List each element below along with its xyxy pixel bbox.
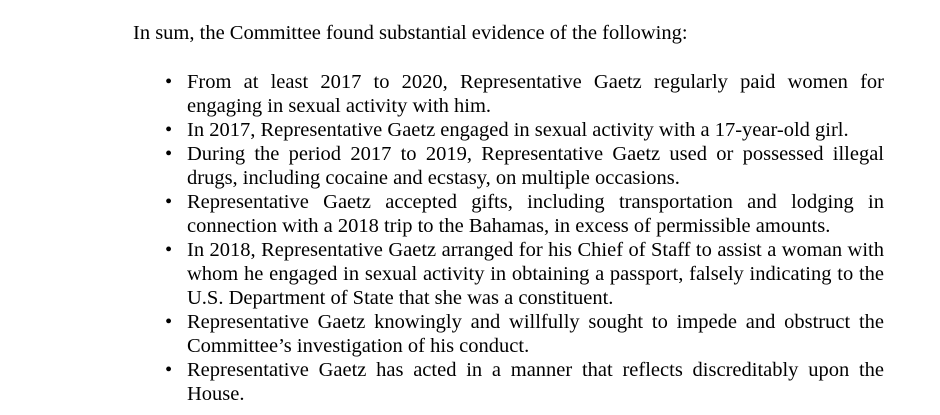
bullet-icon: •	[165, 71, 173, 93]
bullet-icon: •	[165, 191, 173, 213]
list-item	[165, 238, 884, 310]
list-item	[165, 310, 884, 358]
finding-text: Representative Gaetz knowingly and willfully sought to impede and obstruct the Committee’s investigation of his conduct.	[187, 311, 884, 357]
bullet-icon: •	[165, 359, 173, 381]
list-item	[165, 70, 884, 118]
bullet-icon: •	[165, 119, 173, 141]
finding-text: In 2017, Representative Gaetz engaged in sexual activity with a 17-year-old girl.	[187, 119, 849, 141]
list-item	[165, 118, 884, 142]
list-item	[165, 358, 884, 406]
finding-text: Representative Gaetz has acted in a manner that reflects discreditably upon the House.	[187, 359, 884, 405]
finding-text: During the period 2017 to 2019, Representative Gaetz used or possessed illegal drugs, including cocaine and ecstasy, on multiple occasions.	[187, 143, 884, 189]
finding-text: From at least 2017 to 2020, Representative Gaetz regularly paid women for engaging in sexual activity with him.	[187, 71, 884, 117]
list-item	[165, 190, 884, 238]
list-item	[165, 142, 884, 190]
intro-paragraph: In sum, the Committee found substantial evidence of the following:	[133, 22, 688, 44]
bullet-icon: •	[165, 143, 173, 165]
finding-text: In 2018, Representative Gaetz arranged for his Chief of Staff to assist a woman with whom he engaged in sexual activity in obtaining a passport, falsely indicating to the U.S. Department of State that she was a constituent.	[187, 239, 884, 309]
bullet-icon: •	[165, 239, 173, 261]
finding-text: Representative Gaetz accepted gifts, including transportation and lodging in connection with a 2018 trip to the Bahamas, in excess of permissible amounts.	[187, 191, 884, 237]
bullet-icon: •	[165, 311, 173, 333]
findings-list	[165, 70, 884, 406]
